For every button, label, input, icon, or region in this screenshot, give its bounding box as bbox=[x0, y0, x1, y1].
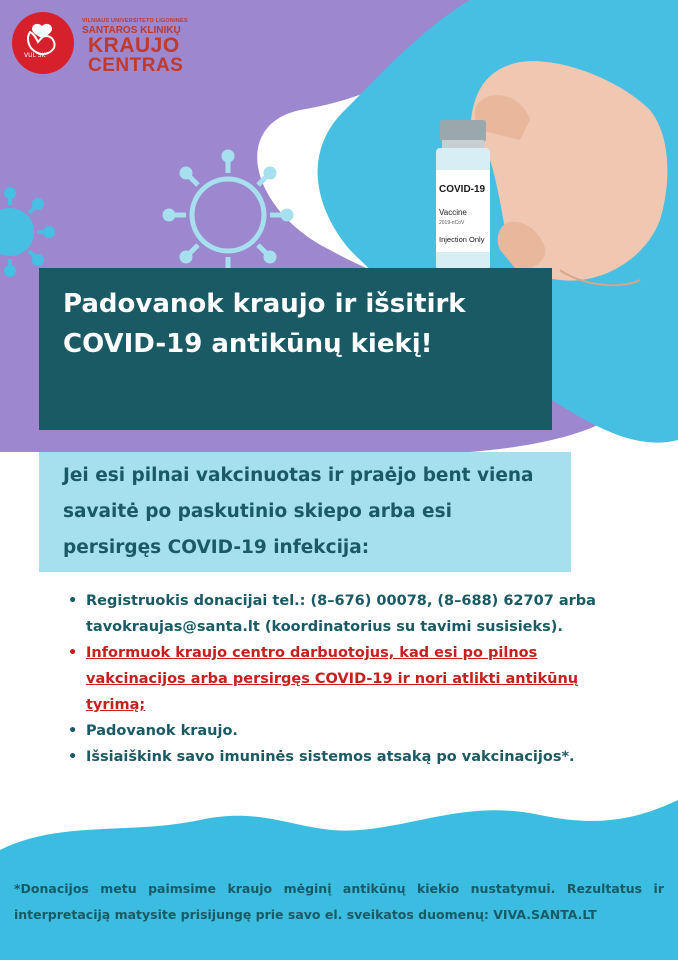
list-item-find-out bbox=[68, 744, 608, 770]
vial-label-title: COVID-19 bbox=[439, 184, 486, 195]
logo-badge bbox=[12, 12, 74, 74]
list-item-donate bbox=[68, 718, 608, 744]
hand-heart-icon bbox=[12, 12, 74, 74]
logo-badge-text: VUL SK bbox=[24, 52, 46, 59]
steps-list bbox=[68, 588, 608, 770]
list-item-text: Informuok kraujo centro darbuotojus, kad esi po pilnos vakcinacijos arba persirgęs COVID-19 ir nori atlikti antikūnų tyrimą; bbox=[86, 645, 579, 713]
vial-label-injection: Injection Only bbox=[439, 235, 485, 244]
logo-line-kraujo: KRAUJO bbox=[88, 34, 180, 57]
subheadline: Jei esi pilnai vakcinuotas ir praėjo bent viena savaitė po paskutinio skiepo arba esi persirgęs COVID-19 infekcija: bbox=[63, 465, 534, 558]
subheadline-box bbox=[39, 452, 571, 572]
logo-line-centras: CENTRAS bbox=[88, 55, 184, 76]
list-item-text: Padovanok kraujo. bbox=[86, 723, 238, 739]
headline-box bbox=[39, 268, 552, 430]
vaccine-vial bbox=[430, 120, 496, 270]
headline: Padovanok kraujo ir išsitirk COVID-19 antikūnų kiekį! bbox=[63, 289, 466, 359]
vial-label-code: 2019-nCoV bbox=[439, 220, 465, 226]
logo-line-clinics: SANTAROS KLINIKŲ bbox=[82, 25, 181, 36]
list-item-text: Registruokis donacijai tel.: (8–676) 00078, (8–688) 62707 arba tavokraujas@santa.lt (koordinatorius su tavimi susisieks). bbox=[86, 593, 596, 635]
kraujo-centras-logo bbox=[8, 8, 208, 78]
list-item-register bbox=[68, 588, 608, 640]
vial-label-vaccine: Vaccine bbox=[439, 208, 467, 217]
footnote-area bbox=[0, 860, 678, 960]
list-item-inform bbox=[68, 640, 608, 718]
logo-line-university: VILNIAUS UNIVERSITETO LIGONINĖS bbox=[82, 18, 188, 24]
footnote: *Donacijos metu paimsime kraujo mėginį antikūnų kiekio nustatymui. Rezultatus ir interpretaciją matysite prisijungę prie savo el. sveikatos duomenų: VIVA.SANTA.LT bbox=[14, 881, 664, 922]
list-item-text: Išsiaiškink savo imuninės sistemos atsaką po vakcinacijos*. bbox=[86, 749, 575, 765]
